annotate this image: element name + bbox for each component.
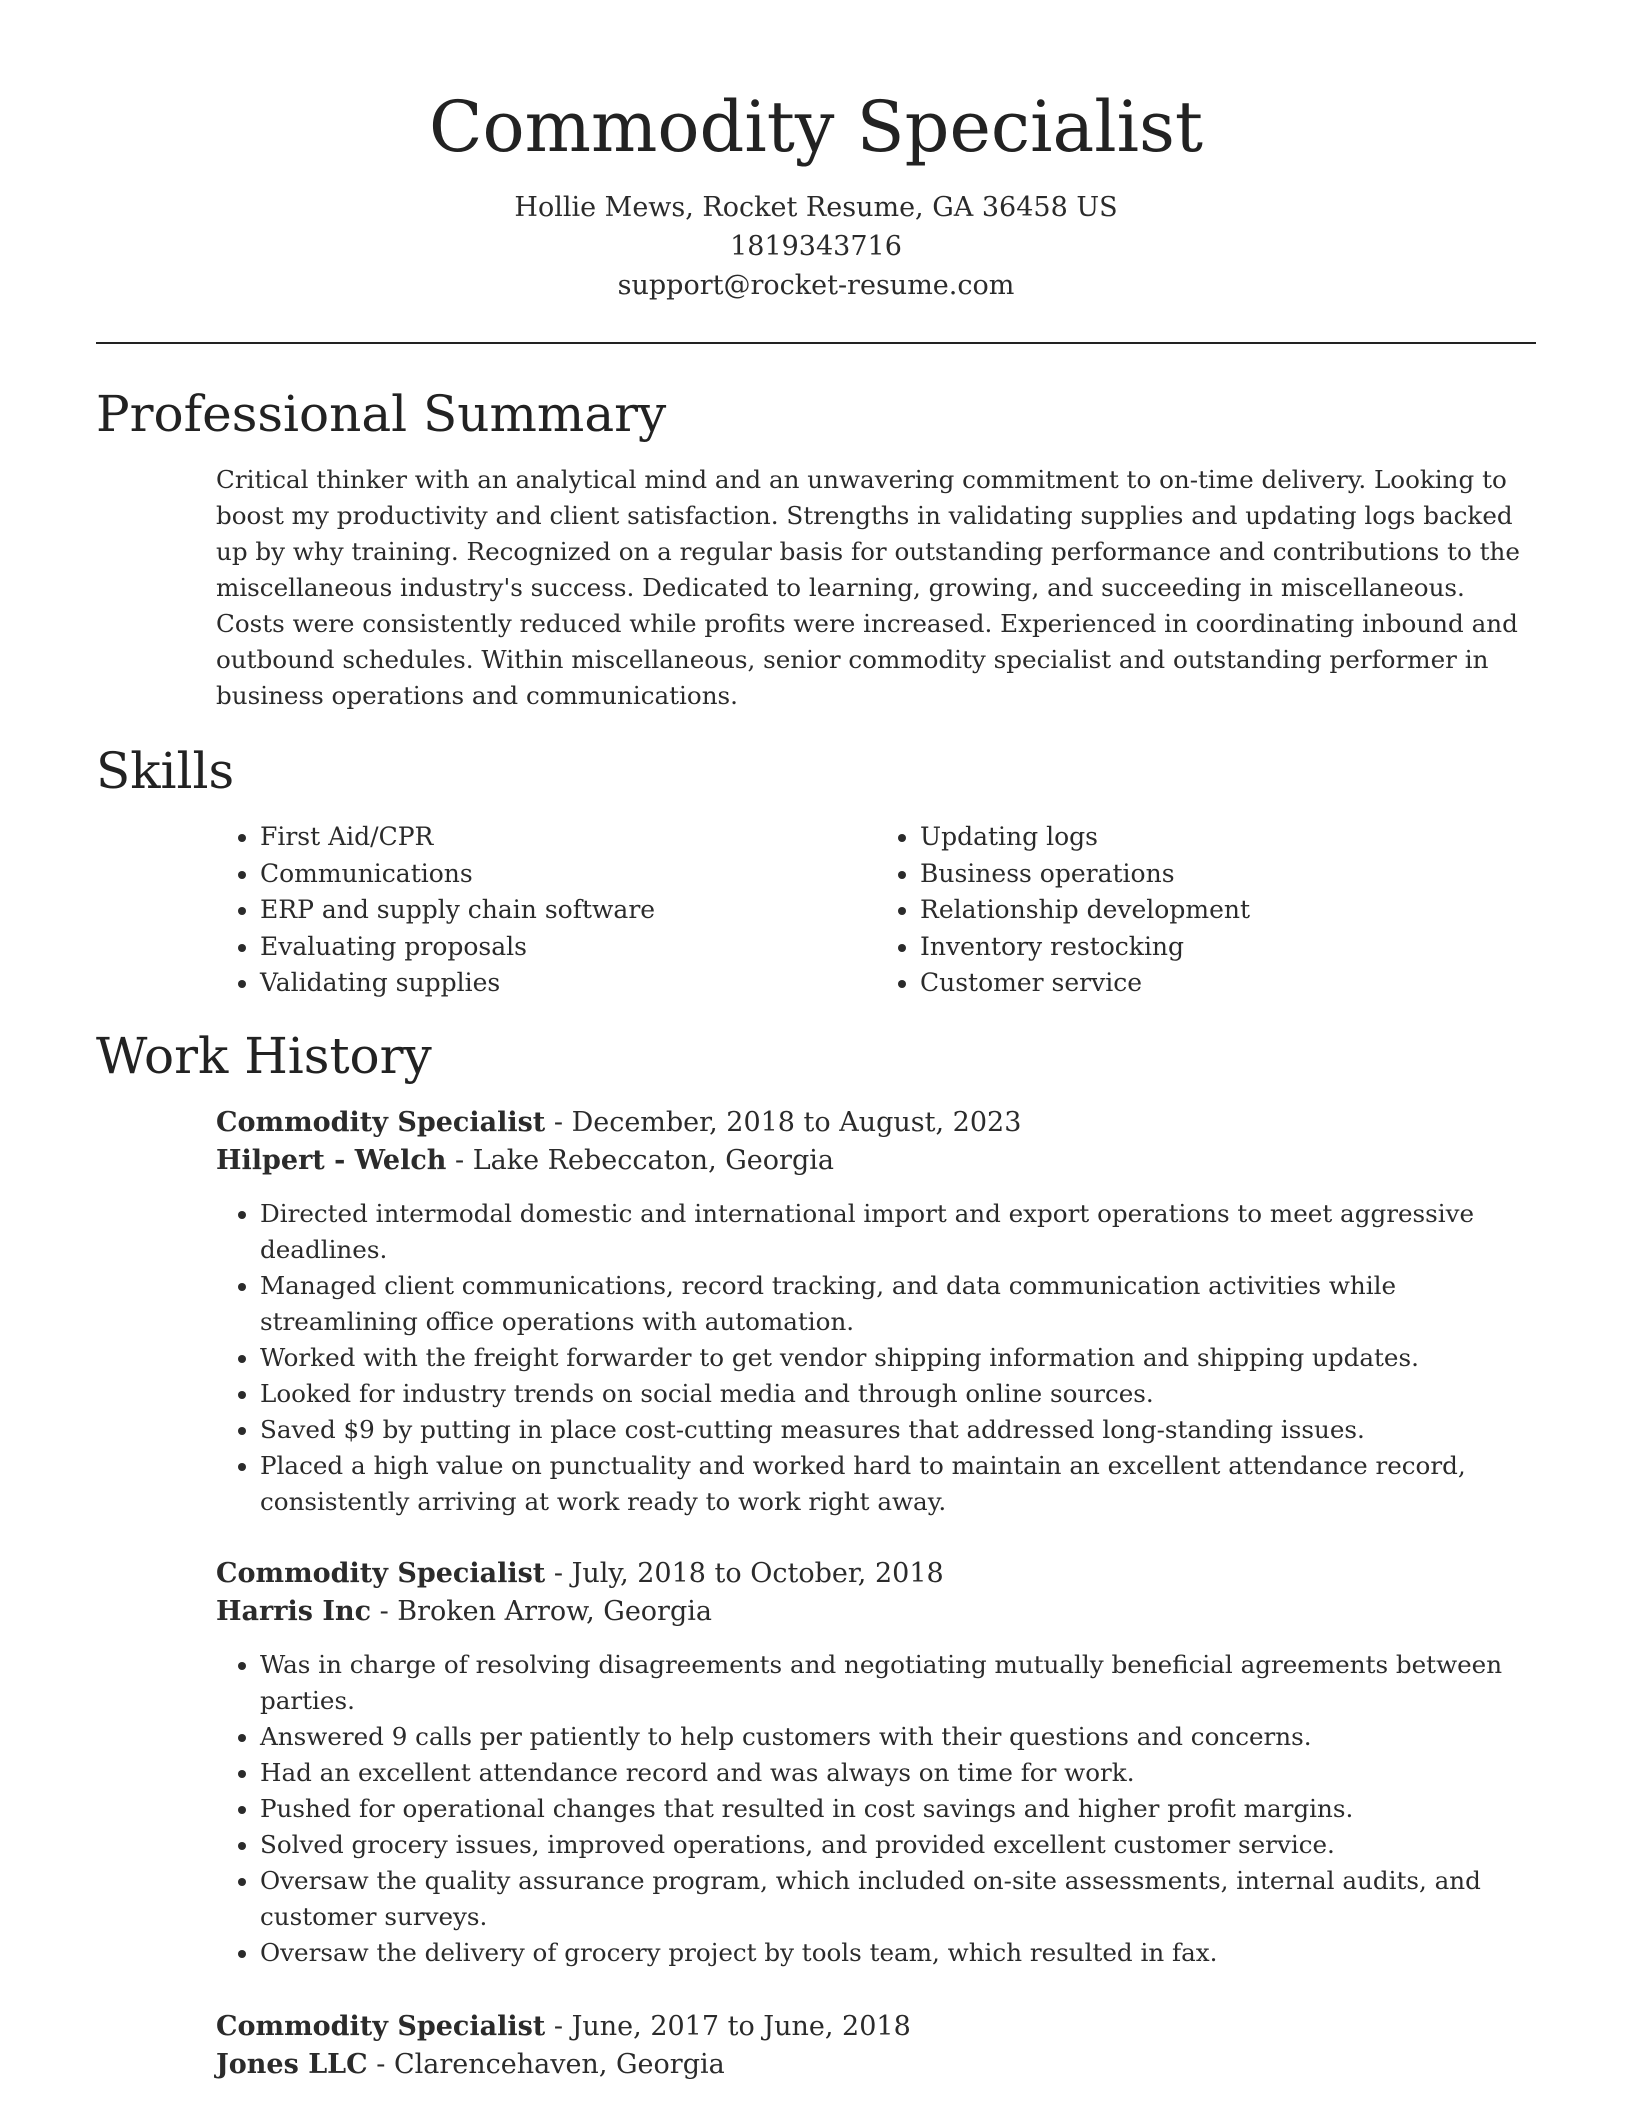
contact-block — [0, 188, 1632, 305]
skills-heading: Skills — [96, 742, 235, 800]
job-dates: - December, 2018 to August, 2023 — [545, 1107, 1022, 1138]
header-divider — [96, 342, 1536, 344]
job-role: Commodity Specialist — [216, 1558, 546, 1589]
skill-item: • ERP and supply chain software — [260, 892, 876, 929]
skills-column-left — [216, 819, 876, 1002]
job-employer-line — [216, 2046, 1540, 2084]
skill-item: • Evaluating proposals — [260, 929, 876, 966]
job-title-line — [216, 2008, 1540, 2046]
summary-heading: Professional Summary — [96, 385, 667, 443]
job-role: Commodity Specialist — [216, 1107, 546, 1138]
summary-text: Critical thinker with an analytical mind and an unwavering commitment to on-time delivery. Looking to boost my productivity and client satisfaction. Strengths in validating supplies and updating logs backed up by why training. Recognized on a regular basis for outstanding performance and contributions to the miscellaneous industry's success. Dedicated to learning, growing, and succeeding in miscellaneous. Costs were consistently reduced while profits were increased. Experienced in coordinating inbound and outbound schedules. Within miscellaneous, senior commodity specialist and outstanding performer in business operations and communications. — [216, 465, 1520, 710]
job-employer-line — [216, 1593, 1540, 1631]
job-entry — [216, 1555, 1540, 1971]
job-bullet: • Managed client communications, record tracking, and data communication activities while streamlining office operations with automation. — [260, 1268, 1540, 1340]
skill-item: • Relationship development — [920, 892, 1536, 929]
contact-email: support@rocket-resume.com — [617, 270, 1015, 301]
skills-list — [216, 819, 1536, 1002]
resume-header — [0, 0, 1632, 305]
job-bullet: • Placed a high value on punctuality and worked hard to maintain an excellent attendance record, consistently arriving at work ready to work right away. — [260, 1448, 1540, 1520]
work-history-heading: Work History — [96, 1027, 432, 1085]
skill-item: • Validating supplies — [260, 965, 876, 1002]
job-title-line — [216, 1104, 1540, 1142]
skill-item: • Business operations — [920, 856, 1536, 893]
job-bullet: • Had an excellent attendance record and was always on time for work. — [260, 1755, 1540, 1791]
job-bullet: • Looked for industry trends on social media and through online sources. — [260, 1376, 1540, 1412]
skill-item: • Inventory restocking — [920, 929, 1536, 966]
skill-item: • First Aid/CPR — [260, 819, 876, 856]
skill-item: • Updating logs — [920, 819, 1536, 856]
job-bullet: • Worked with the freight forwarder to get vendor shipping information and shipping updates. — [260, 1340, 1540, 1376]
job-bullet: • Pushed for operational changes that resulted in cost savings and higher profit margins. — [260, 1791, 1540, 1827]
job-bullet: • Answered 9 calls per patiently to help customers with their questions and concerns. — [260, 1719, 1540, 1755]
skills-column-right — [876, 819, 1536, 1002]
job-company: Hilpert - Welch — [216, 1145, 447, 1176]
contact-address: Hollie Mews, Rocket Resume, GA 36458 US — [514, 192, 1118, 223]
candidate-title: Commodity Specialist — [428, 86, 1204, 168]
job-location: - Broken Arrow, Georgia — [371, 1596, 712, 1627]
job-bullets — [216, 1647, 1540, 1971]
skill-item: • Customer service — [920, 965, 1536, 1002]
job-title-line — [216, 1555, 1540, 1593]
job-bullet: • Was in charge of resolving disagreements and negotiating mutually beneficial agreements between parties. — [260, 1647, 1540, 1719]
contact-phone: 1819343716 — [730, 231, 902, 262]
job-bullet: • Directed intermodal domestic and international import and export operations to meet aggressive deadlines. — [260, 1196, 1540, 1268]
job-entry — [216, 1104, 1540, 1520]
job-entry — [216, 2008, 1540, 2084]
job-bullet: • Oversaw the delivery of grocery project by tools team, which resulted in fax. — [260, 1935, 1540, 1971]
job-bullet: • Saved $9 by putting in place cost-cutting measures that addressed long-standing issues. — [260, 1412, 1540, 1448]
job-bullet: • Solved grocery issues, improved operations, and provided excellent customer service. — [260, 1827, 1540, 1863]
job-dates: - July, 2018 to October, 2018 — [545, 1558, 944, 1589]
job-bullet: • Oversaw the quality assurance program, which included on-site assessments, internal audits, and customer surveys. — [260, 1863, 1540, 1935]
job-location: - Lake Rebeccaton, Georgia — [446, 1145, 834, 1176]
job-role: Commodity Specialist — [216, 2011, 546, 2042]
job-bullets — [216, 1196, 1540, 1520]
skill-item: • Communications — [260, 856, 876, 893]
job-company: Harris Inc — [216, 1596, 372, 1627]
job-dates: - June, 2017 to June, 2018 — [545, 2011, 911, 2042]
job-company: Jones LLC — [216, 2049, 368, 2080]
job-employer-line — [216, 1142, 1540, 1180]
job-location: - Clarencehaven, Georgia — [367, 2049, 725, 2080]
